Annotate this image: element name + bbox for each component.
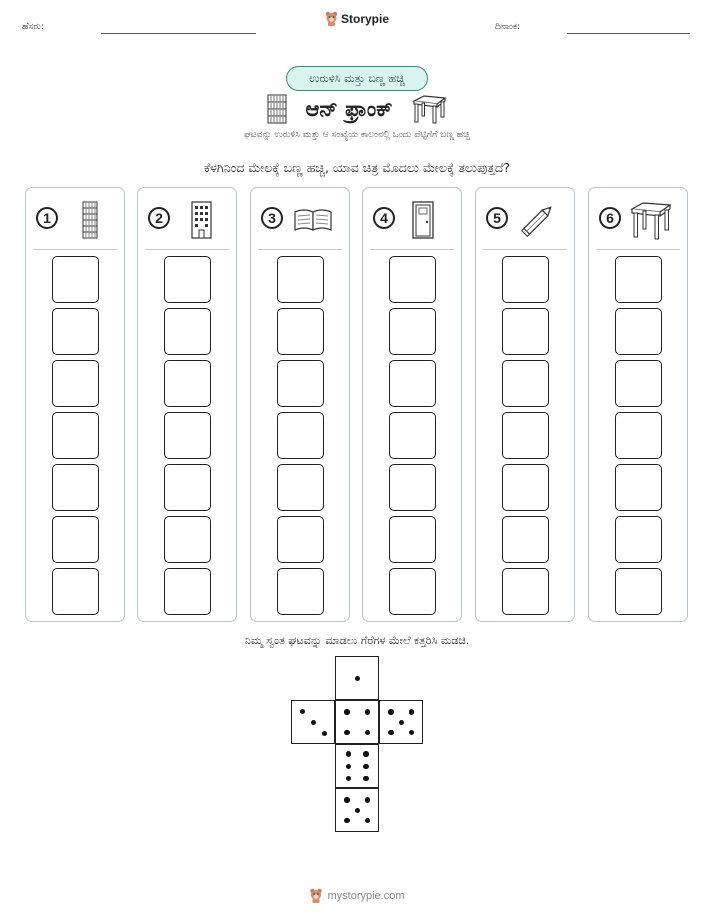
color-box[interactable] <box>277 464 324 511</box>
column-number: 5 <box>486 207 508 229</box>
footer <box>0 888 714 903</box>
column-3 <box>250 187 350 622</box>
subtitle: ಘಟವನ್ನು ಉರುಳಿಸಿ ಮತ್ತು ಆ ಸಂಖ್ಯೆಯ ಕಾಲಂನಲ್ಲಿ ಒಂದು ಪೆಟ್ಟಿಗೆಗೆ ಬಣ್ಣ ಹಚ್ಚಿ <box>244 130 470 140</box>
color-box[interactable] <box>389 568 436 615</box>
color-box[interactable] <box>389 256 436 303</box>
pencil-icon <box>516 200 560 240</box>
color-box[interactable] <box>502 568 549 615</box>
color-box[interactable] <box>164 360 211 407</box>
name-label: ಹೆಸರು: <box>22 22 45 32</box>
door-icon <box>403 200 447 240</box>
color-box[interactable] <box>389 360 436 407</box>
column-number: 4 <box>373 207 395 229</box>
die-face-5 <box>379 700 423 744</box>
column-divider <box>483 249 567 250</box>
die-pip <box>363 764 369 770</box>
die-face-1 <box>335 656 379 700</box>
color-box[interactable] <box>502 256 549 303</box>
die-pip <box>399 720 405 726</box>
die-face-4 <box>335 700 379 744</box>
color-box[interactable] <box>502 464 549 511</box>
color-box[interactable] <box>164 516 211 563</box>
column-4 <box>362 187 462 622</box>
die-pip <box>311 720 317 726</box>
column-divider <box>33 249 117 250</box>
color-box[interactable] <box>615 308 662 355</box>
die-pip <box>355 676 361 682</box>
stool-icon <box>411 94 447 124</box>
color-box[interactable] <box>164 308 211 355</box>
column-6 <box>588 187 688 622</box>
die-pip <box>388 709 394 715</box>
die-pip <box>346 776 352 782</box>
color-box[interactable] <box>52 412 99 459</box>
column-2 <box>137 187 237 622</box>
stool-icon <box>629 200 673 240</box>
color-box[interactable] <box>615 516 662 563</box>
bookshelf-icon <box>267 94 287 124</box>
bear-mascot-icon <box>309 888 323 903</box>
question: ಕೆಳಗಿನಿಂದ ಮೇಲಕ್ಕೆ ಬಣ್ಣ ಹಚ್ಚಿ, ಯಾವ ಚಿತ್ರ ಮೊದಲು ಮೇಲಕ್ಕೆ ತಲುಪುತ್ತದೆ? <box>203 160 511 175</box>
color-box[interactable] <box>52 516 99 563</box>
color-box[interactable] <box>502 360 549 407</box>
die-face-5 <box>335 788 379 832</box>
color-box[interactable] <box>389 516 436 563</box>
die-pip <box>365 818 371 824</box>
die-pip <box>344 797 350 803</box>
activity-pill: ಉರುಳಿಸಿ ಮತ್ತು ಬಣ್ಣ ಹಚ್ಚಿ <box>286 66 428 91</box>
color-box[interactable] <box>164 412 211 459</box>
die-face-6 <box>335 744 379 788</box>
building-icon <box>178 200 222 240</box>
brand-logo <box>325 11 389 26</box>
bookshelf-icon <box>66 200 110 240</box>
die-pip <box>409 709 415 715</box>
die-pip <box>363 751 369 757</box>
die-face-3 <box>291 700 335 744</box>
die-pip <box>322 731 328 737</box>
column-5 <box>475 187 575 622</box>
color-box[interactable] <box>615 412 662 459</box>
footer-url: mystorypie.com <box>327 889 405 902</box>
color-box[interactable] <box>164 464 211 511</box>
color-box[interactable] <box>277 516 324 563</box>
column-number: 2 <box>148 207 170 229</box>
color-box[interactable] <box>277 256 324 303</box>
bear-mascot-icon <box>325 11 338 26</box>
color-box[interactable] <box>615 256 662 303</box>
color-box[interactable] <box>389 308 436 355</box>
column-divider <box>370 249 454 250</box>
color-box[interactable] <box>52 256 99 303</box>
die-pip <box>346 751 352 757</box>
color-box[interactable] <box>164 568 211 615</box>
die-pip <box>344 709 350 715</box>
column-1 <box>25 187 125 622</box>
name-field-line[interactable] <box>101 33 256 34</box>
page-title: ಆನ್ ಫ್ರಾಂಕ್ <box>305 96 393 121</box>
die-pip <box>344 818 350 824</box>
die-pip <box>409 730 415 736</box>
die-pip <box>355 808 361 814</box>
color-box[interactable] <box>52 464 99 511</box>
date-field-line[interactable] <box>567 33 690 34</box>
color-box[interactable] <box>389 412 436 459</box>
column-divider <box>258 249 342 250</box>
die-pip <box>363 776 369 782</box>
column-divider <box>145 249 229 250</box>
die-pip <box>346 764 352 770</box>
color-box[interactable] <box>502 516 549 563</box>
column-number: 1 <box>36 207 58 229</box>
color-box[interactable] <box>164 256 211 303</box>
brand-name: Storypie <box>341 11 390 26</box>
color-box[interactable] <box>389 464 436 511</box>
column-number: 3 <box>261 207 283 229</box>
color-box[interactable] <box>615 568 662 615</box>
die-pip <box>344 730 350 736</box>
color-box[interactable] <box>615 360 662 407</box>
color-box[interactable] <box>502 308 549 355</box>
color-box[interactable] <box>502 412 549 459</box>
die-pip <box>388 730 394 736</box>
color-box[interactable] <box>277 360 324 407</box>
color-box[interactable] <box>615 464 662 511</box>
color-box[interactable] <box>277 568 324 615</box>
die-pip <box>365 730 371 736</box>
cutout-instruction: ನಿಮ್ಮ ಸ್ವಂತ ಘಟವನ್ನು ಮಾಡಲು ಗೆರೆಗಳ ಮೇಲೆ ಕತ್ತರಿಸಿ ಮಡಚಿ. <box>244 634 470 647</box>
color-box[interactable] <box>52 568 99 615</box>
date-label: ದಿನಾಂಕ: <box>495 22 521 32</box>
color-box[interactable] <box>52 308 99 355</box>
color-box[interactable] <box>277 308 324 355</box>
die-pip <box>365 797 371 803</box>
column-divider <box>596 249 680 250</box>
die-pip <box>365 709 371 715</box>
open-book-icon <box>291 200 335 240</box>
color-box[interactable] <box>277 412 324 459</box>
column-number: 6 <box>599 207 621 229</box>
title-row <box>0 92 714 126</box>
color-box[interactable] <box>52 360 99 407</box>
die-pip <box>300 709 306 715</box>
